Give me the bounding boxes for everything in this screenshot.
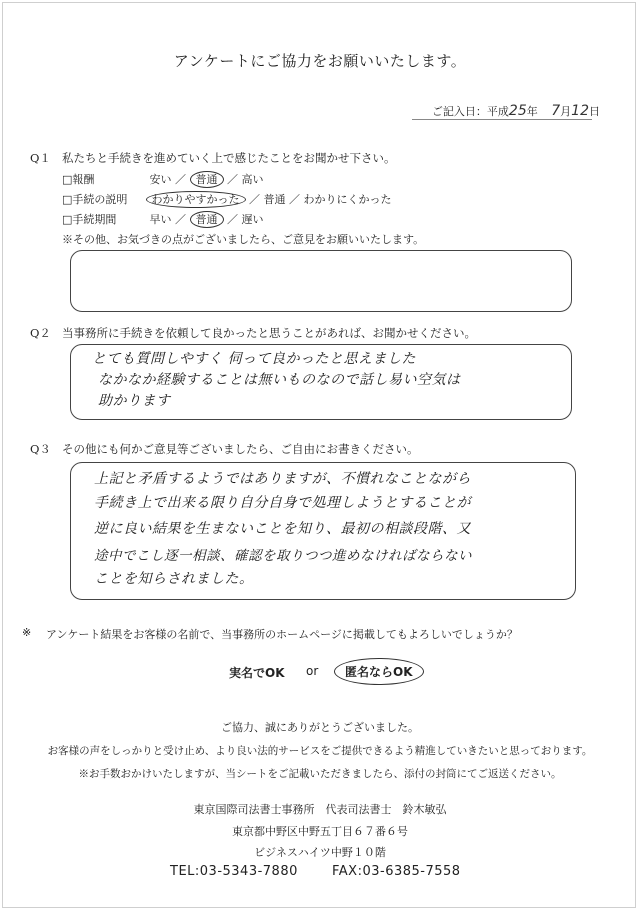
office-tel: TEL:03-5343-7880	[170, 864, 298, 879]
q1-number: Q１	[30, 151, 51, 165]
or-text: or	[306, 664, 319, 678]
date-month: 7	[551, 103, 561, 119]
office-name: 東京国際司法書士事務所 代表司法書士 鈴木敏弘	[193, 803, 447, 816]
q2-answer-line: とても質問しやすく 伺って良かったと思えました	[92, 351, 416, 367]
separator: ／	[175, 213, 186, 226]
q1-question: 私たちと手続きを進めていく上で感じたことをお聞かせ下さい。	[62, 151, 396, 165]
office-address: 東京都中野区中野五丁目６７番６号	[232, 825, 408, 838]
page-title: アンケートにご協力をお願いいたします。	[173, 52, 467, 70]
separator: ／	[227, 173, 238, 186]
q1-row-label: □報酬	[62, 173, 95, 186]
date-year-unit: 年	[526, 105, 538, 118]
thanks-line: ※お手数おかけいたしますが、当シートをご記載いただきましたら、添付の封筒にてご返送ください。	[78, 768, 562, 780]
separator: ／	[289, 193, 300, 206]
consent-question: アンケート結果をお客様の名前で、当事務所のホームページに掲載してもよろしいでしょうか？	[46, 628, 518, 641]
q2-answer-line: 助かります	[98, 393, 171, 409]
q1-row-explanation	[62, 191, 392, 207]
option-normal-circled: 普通	[190, 211, 224, 228]
separator: ／	[175, 173, 186, 186]
q3-number: Q３	[30, 442, 51, 456]
date-day: 12	[571, 103, 589, 119]
q3-answer-line: 上記と矛盾するようではありますが、不慣れなことながら	[94, 471, 471, 487]
q2-question: 当事務所に手続きを依頼して良かったと思うことがあれば、お聞かせください。	[62, 326, 476, 340]
q2-number: Q２	[30, 326, 51, 340]
option-expensive: 高い	[241, 173, 264, 186]
date-month-unit: 月	[560, 105, 572, 118]
q3-answer-line: 逆に良い結果を生まないことを知り、最初の相談段階、又	[94, 521, 471, 537]
date-label: ご記入日：平成	[431, 105, 509, 118]
option-fast: 早い	[149, 213, 172, 226]
q3-answer-line: ことを知らされました。	[94, 571, 254, 587]
date-underline	[412, 119, 592, 120]
date-day-unit: 日	[589, 105, 600, 118]
entry-date	[432, 103, 600, 119]
option-real-name: 実名でOK	[229, 666, 285, 680]
q2-answer-line: なかなか経験することは無いものなので話し易い空気は	[98, 372, 461, 388]
option-normal: 普通	[263, 193, 286, 206]
option-normal-circled: 普通	[190, 171, 224, 188]
thanks-line: お客様の声をしっかりと受け止め、より良い法的サービスをご提供できるよう精進していきたいと思っております。	[47, 745, 593, 757]
q3-answer-line: 手続き上で出来る限り自分自身で処理しようとすることが	[94, 495, 471, 511]
option-hard: わかりにくかった	[303, 193, 392, 206]
option-slow: 遅い	[241, 213, 264, 226]
q1-row-label: □手続の説明	[62, 193, 128, 206]
office-building: ビジネスハイツ中野１０階	[254, 846, 386, 859]
option-cheap: 安い	[149, 173, 172, 186]
q3-answer-line: 途中でこし逐一相談、確認を取りつつ進めなければならない	[94, 548, 472, 564]
q1-note: ※その他、お気づきの点がございましたら、ご意見をお願いいたします。	[62, 233, 425, 246]
q1-row-label: □手続期間	[62, 213, 117, 226]
q1-row-period	[62, 211, 264, 227]
option-anonymous-circled: 匿名ならOK	[334, 658, 424, 685]
office-fax: FAX:03-6385-7558	[332, 864, 461, 879]
q1-comment-box	[70, 250, 572, 312]
option-easy-circled: わかりやすかった	[146, 191, 246, 208]
consent-mark: ※	[22, 626, 32, 639]
separator: ／	[249, 193, 260, 206]
q3-question: その他にも何かご意見等ございましたら、ご自由にお書きください。	[62, 442, 419, 456]
thanks-line: ご協力、誠にありがとうございました。	[221, 721, 419, 734]
date-year: 25	[508, 103, 527, 119]
q1-row-fee	[62, 171, 264, 187]
separator: ／	[227, 213, 238, 226]
